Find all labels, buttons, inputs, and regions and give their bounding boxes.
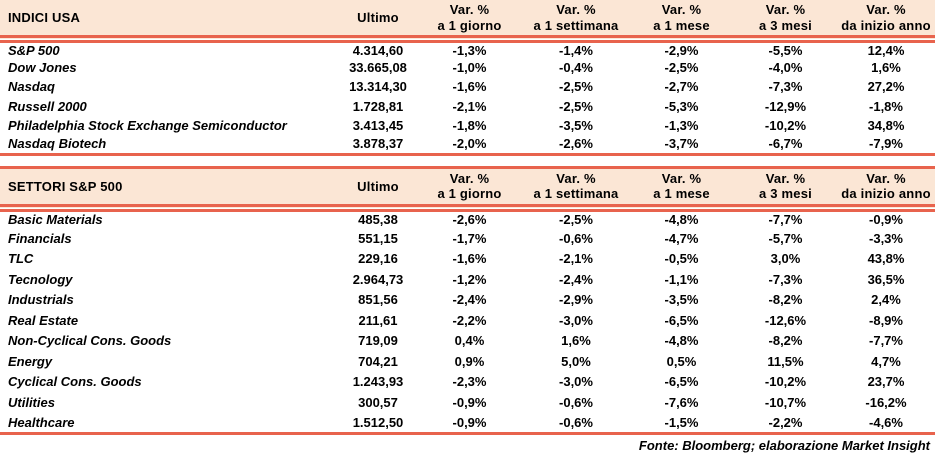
ultimo-value: 33.665,08: [349, 60, 407, 76]
var-label: Var. %: [661, 2, 702, 17]
var-inizio-anno-value: 27,2%: [867, 79, 905, 95]
var-1-settimana-value: -3,0%: [559, 374, 593, 390]
var-3-mesi-value: -5,5%: [768, 43, 803, 59]
ultimo-value: 229,16: [358, 251, 398, 267]
ultimo-value: 1.728,81: [352, 98, 404, 114]
var-1-settimana-value: -2,6%: [523, 135, 629, 154]
var-1-settimana-value: -2,5%: [559, 98, 593, 114]
settori-sp500-rows: [0, 208, 935, 434]
var-1-giorno-value: -0,9%: [416, 413, 523, 434]
var-1-giorno-value: -2,0%: [416, 135, 523, 154]
row-label: Real Estate: [8, 312, 79, 328]
var-inizio-anno-value: 36,5%: [867, 271, 905, 287]
var-1-giorno-value: -2,1%: [452, 98, 487, 114]
table-row: [0, 310, 935, 331]
var-inizio-anno-value: -7,9%: [837, 135, 935, 154]
var-1-giorno-value: -0,9%: [452, 394, 487, 410]
column-header-var-1-mese: [629, 167, 734, 208]
row-label: Cyclical Cons. Goods: [8, 374, 142, 390]
var-label: Var. %: [556, 2, 596, 17]
var-1-giorno-value: -2,2%: [452, 312, 487, 328]
var-1-settimana-value: 5,0%: [561, 353, 591, 369]
indici-usa-section: [0, 0, 935, 156]
column-header-var-1-giorno: [416, 167, 523, 208]
var-1-settimana-value: -2,9%: [559, 292, 593, 308]
var-1-settimana-value: -3,5%: [559, 117, 593, 133]
var-1-settimana-value: -0,6%: [559, 230, 593, 246]
ultimo-value: 3.878,37: [340, 135, 416, 154]
var-3-mesi-value: -12,9%: [764, 98, 807, 114]
var-1-mese-value: 0,5%: [666, 353, 697, 369]
header-row: [0, 167, 935, 208]
period-label: a 1 mese: [653, 17, 710, 33]
var-1-giorno-value: -1,6%: [452, 251, 487, 267]
table-row: [0, 392, 935, 413]
var-1-mese-value: -3,7%: [629, 135, 734, 154]
column-header-var-1-mese: [629, 0, 734, 39]
var-3-mesi-value: -8,2%: [768, 333, 803, 349]
var-1-giorno-value: 0,4%: [454, 333, 485, 349]
var-3-mesi-value: 3,0%: [770, 251, 801, 267]
var-label: Var. %: [765, 2, 806, 17]
var-1-giorno-value: -1,3%: [452, 43, 487, 59]
var-3-mesi-value: -7,3%: [768, 271, 803, 287]
var-1-giorno-value: -2,4%: [452, 292, 487, 308]
row-label: Non-Cyclical Cons. Goods: [8, 333, 172, 349]
ultimo-value: 3.413,45: [352, 117, 404, 133]
row-label: Philadelphia Stock Exchange Semiconductor: [8, 117, 287, 133]
row-label: Healthcare: [0, 413, 340, 434]
var-1-settimana-value: -3,0%: [559, 312, 593, 328]
var-1-giorno-value: -1,8%: [452, 117, 487, 133]
column-header-var-inizio-anno: [837, 167, 935, 208]
var-1-mese-value: -4,8%: [664, 212, 699, 228]
table-row: [0, 116, 935, 135]
source-note: Fonte: Bloomberg; elaborazione Market Insight: [638, 437, 930, 453]
ultimo-value: 1.243,93: [352, 374, 404, 390]
row-label: Nasdaq: [8, 79, 55, 95]
ultimo-value: 851,56: [358, 292, 398, 308]
row-label: Financials: [8, 230, 72, 246]
table-row: [0, 290, 935, 311]
var-inizio-anno-value: 23,7%: [867, 374, 905, 390]
var-inizio-anno-value: -7,7%: [869, 333, 903, 349]
period-label: a 1 giorno: [437, 17, 502, 33]
var-inizio-anno-value: -16,2%: [865, 394, 907, 410]
var-1-settimana-value: 1,6%: [561, 333, 591, 349]
ultimo-value: 300,57: [358, 394, 398, 410]
table-title-indici-usa: INDICI USA: [0, 0, 340, 39]
var-1-settimana-value: -2,1%: [559, 251, 593, 267]
period-label: a 3 mesi: [759, 17, 812, 33]
table-row: [0, 135, 935, 154]
var-1-mese-value: -6,5%: [664, 374, 699, 390]
var-label: Var. %: [556, 170, 596, 186]
var-1-mese-value: -6,5%: [664, 312, 699, 328]
var-inizio-anno-value: 1,6%: [871, 60, 901, 76]
var-1-mese-value: -1,1%: [664, 271, 699, 287]
table-row: [0, 372, 935, 393]
var-3-mesi-value: -10,7%: [764, 394, 807, 410]
column-header-var-1-settimana: [523, 0, 629, 39]
row-label: Industrials: [8, 292, 74, 308]
var-1-settimana-value: -0,4%: [559, 60, 593, 76]
var-3-mesi-value: -2,2%: [734, 413, 837, 434]
column-header-var-inizio-anno: [837, 0, 935, 39]
var-1-mese-value: -2,7%: [664, 79, 699, 95]
period-label: a 1 mese: [653, 186, 710, 202]
var-inizio-anno-value: -1,8%: [869, 98, 903, 114]
var-3-mesi-value: -10,2%: [764, 117, 807, 133]
period-label: a 3 mesi: [759, 186, 812, 202]
period-label: a 1 settimana: [533, 186, 619, 202]
var-1-mese-value: -4,8%: [664, 333, 699, 349]
table-row: [0, 249, 935, 270]
ultimo-value: 704,21: [358, 353, 398, 369]
table-row: [0, 351, 935, 372]
var-3-mesi-value: -10,2%: [764, 374, 807, 390]
var-1-giorno-value: -1,2%: [452, 271, 487, 287]
var-inizio-anno-value: 2,4%: [871, 292, 901, 308]
var-1-giorno-value: -1,7%: [452, 230, 487, 246]
row-label: Energy: [8, 353, 53, 369]
var-3-mesi-value: -7,3%: [768, 79, 803, 95]
settori-sp500-table: [0, 166, 935, 435]
ultimo-value: 13.314,30: [349, 79, 407, 95]
var-3-mesi-value: -4,0%: [768, 60, 803, 76]
row-label: Dow Jones: [8, 60, 77, 76]
var-1-mese-value: -0,5%: [664, 251, 699, 267]
ultimo-value: 551,15: [358, 230, 398, 246]
var-1-mese-value: -1,5%: [629, 413, 734, 434]
table-row: [0, 331, 935, 352]
var-1-settimana-value: -2,5%: [559, 212, 593, 228]
var-3-mesi-value: 11,5%: [767, 353, 804, 369]
var-inizio-anno-value: 43,8%: [867, 251, 905, 267]
var-inizio-anno-value: -4,6%: [837, 413, 935, 434]
table-row: [0, 208, 935, 229]
var-inizio-anno-value: 4,7%: [871, 353, 901, 369]
var-label: Var. %: [866, 2, 906, 17]
column-header-ultimo: Ultimo: [340, 0, 416, 39]
column-header-var-3-mesi: [734, 0, 837, 39]
var-1-mese-value: -2,5%: [664, 60, 699, 76]
var-inizio-anno-value: -8,9%: [869, 312, 903, 328]
var-1-mese-value: -3,5%: [664, 292, 699, 308]
header-row: [0, 0, 935, 39]
table-row: [0, 58, 935, 77]
var-label: Var. %: [866, 170, 906, 186]
var-label: Var. %: [661, 170, 702, 186]
var-1-mese-value: -5,3%: [664, 98, 699, 114]
row-label: Nasdaq Biotech: [0, 135, 340, 154]
var-3-mesi-value: -8,2%: [768, 292, 803, 308]
var-1-giorno-value: -1,6%: [452, 79, 487, 95]
var-1-settimana-value: -0,6%: [523, 413, 629, 434]
var-label: Var. %: [765, 170, 806, 186]
row-label: TLC: [8, 251, 34, 267]
table-row: [0, 269, 935, 290]
column-header-var-3-mesi: [734, 167, 837, 208]
settori-sp500-section: [0, 166, 935, 435]
table-row: [0, 97, 935, 116]
var-inizio-anno-value: 12,4%: [867, 43, 905, 59]
var-inizio-anno-value: -3,3%: [869, 230, 903, 246]
ultimo-value: 4.314,60: [352, 43, 404, 59]
var-1-giorno-value: -2,6%: [452, 212, 487, 228]
var-1-settimana-value: -2,4%: [559, 271, 593, 287]
table-row: [0, 413, 935, 434]
indici-usa-table: [0, 0, 935, 156]
var-1-giorno-value: -2,3%: [452, 374, 487, 390]
ultimo-value: 485,38: [358, 212, 398, 228]
var-label: Var. %: [449, 2, 490, 17]
ultimo-value: 719,09: [358, 333, 398, 349]
table-row: [0, 228, 935, 249]
var-1-mese-value: -4,7%: [664, 230, 699, 246]
var-1-giorno-value: -1,0%: [452, 60, 487, 76]
var-label: Var. %: [449, 170, 490, 186]
row-label: Russell 2000: [8, 98, 87, 114]
var-3-mesi-value: -6,7%: [734, 135, 837, 154]
ultimo-value: 211,61: [358, 312, 398, 328]
table-row: [0, 39, 935, 58]
var-3-mesi-value: -7,7%: [768, 212, 803, 228]
table-row: [0, 77, 935, 96]
row-label: Tecnology: [8, 271, 73, 287]
ultimo-value: 1.512,50: [340, 413, 416, 434]
var-1-giorno-value: 0,9%: [454, 353, 485, 369]
period-label: a 1 settimana: [533, 17, 619, 33]
column-header-ultimo: Ultimo: [340, 167, 416, 208]
var-1-mese-value: -1,3%: [664, 117, 699, 133]
period-label: da inizio anno: [841, 186, 931, 202]
var-1-settimana-value: -1,4%: [559, 43, 593, 59]
var-3-mesi-value: -12,6%: [764, 312, 807, 328]
row-label: Basic Materials: [8, 212, 103, 228]
var-inizio-anno-value: -0,9%: [869, 212, 903, 228]
var-1-settimana-value: -0,6%: [559, 394, 593, 410]
period-label: da inizio anno: [841, 17, 931, 33]
table-title-settori-sp500: SETTORI S&P 500: [0, 167, 340, 208]
indici-usa-rows: [0, 39, 935, 154]
period-label: a 1 giorno: [437, 186, 502, 202]
var-3-mesi-value: -5,7%: [768, 230, 803, 246]
var-inizio-anno-value: 34,8%: [867, 117, 905, 133]
var-1-mese-value: -7,6%: [664, 394, 699, 410]
column-header-var-1-giorno: [416, 0, 523, 39]
ultimo-value: 2.964,73: [352, 271, 404, 287]
var-1-mese-value: -2,9%: [664, 43, 699, 59]
row-label: Utilities: [8, 394, 55, 410]
row-label: S&P 500: [8, 43, 60, 59]
column-header-var-1-settimana: [523, 167, 629, 208]
var-1-settimana-value: -2,5%: [559, 79, 593, 95]
